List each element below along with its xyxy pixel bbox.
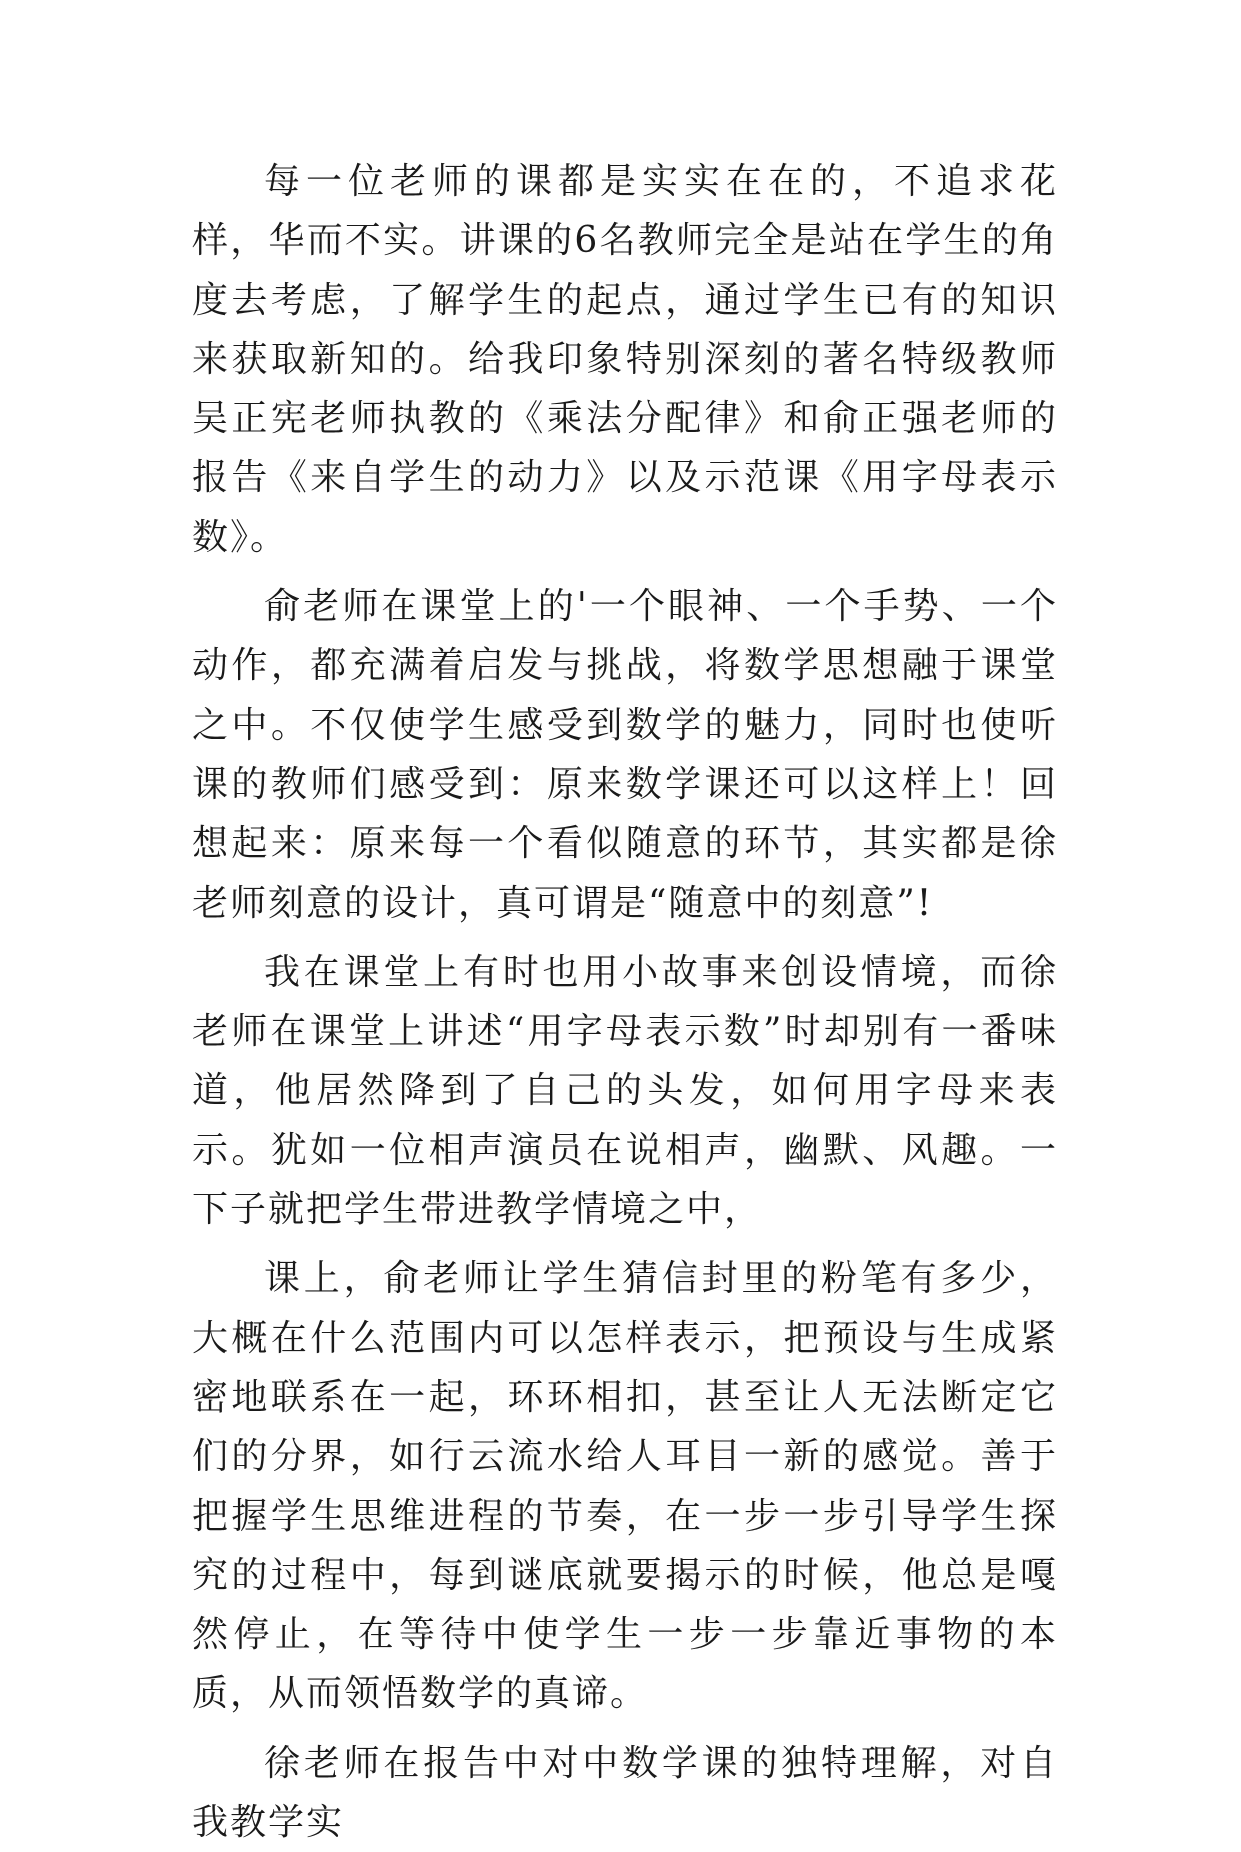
paragraph-4: 课上，俞老师让学生猜信封里的粉笔有多少，大概在什么范围内可以怎样表示，把预设与生成紧密地联系在一起，环环相扣，甚至让人无法断定它们的分界，如行云流水给人耳目一新的感觉。善于把握学生思维进程的节奏，在一步一步引导学生探究的过程中，每到谜底就要揭示的时候，他总是嘎然停止，在等待中使学生一步一步靠近事物的本质，从而领悟数学的真谛。 (192, 1258, 1058, 1715)
paragraph-1: 每一位老师的课都是实实在在的，不追求花样，华而不实。讲课的6名教师完全是站在学生的角度去考虑，了解学生的起点，通过学生已有的知识来获取新知的。给我印象特别深刻的著名特级教师吴正宪老师执教的《乘法分配律》和俞正强老师的报告《来自学生的动力》以及示范课《用字母表示数》。 (192, 161, 1058, 558)
paragraph-3: 我在课堂上有时也用小故事来创设情境，而徐老师在课堂上讲述“用字母表示数”时却别有一番味道，他居然降到了自己的头发，如何用字母来表示。犹如一位相声演员在说相声，幽默、风趣。一下子就把学生带进教学情境之中， (192, 951, 1058, 1231)
body-text (192, 152, 1058, 1852)
paragraph-2: 俞老师在课堂上的'一个眼神、一个手势、一个动作，都充满着启发与挑战，将数学思想融于课堂之中。不仅使学生感受到数学的魅力，同时也使听课的教师们感受到：原来数学课还可以这样上！回想起来：原来每一个看似随意的环节，其实都是徐老师刻意的设计，真可谓是“随意中的刻意”! (192, 586, 1058, 924)
paragraph-5: 徐老师在报告中对中数学课的独特理解，对自我教学实 (192, 1742, 1058, 1844)
